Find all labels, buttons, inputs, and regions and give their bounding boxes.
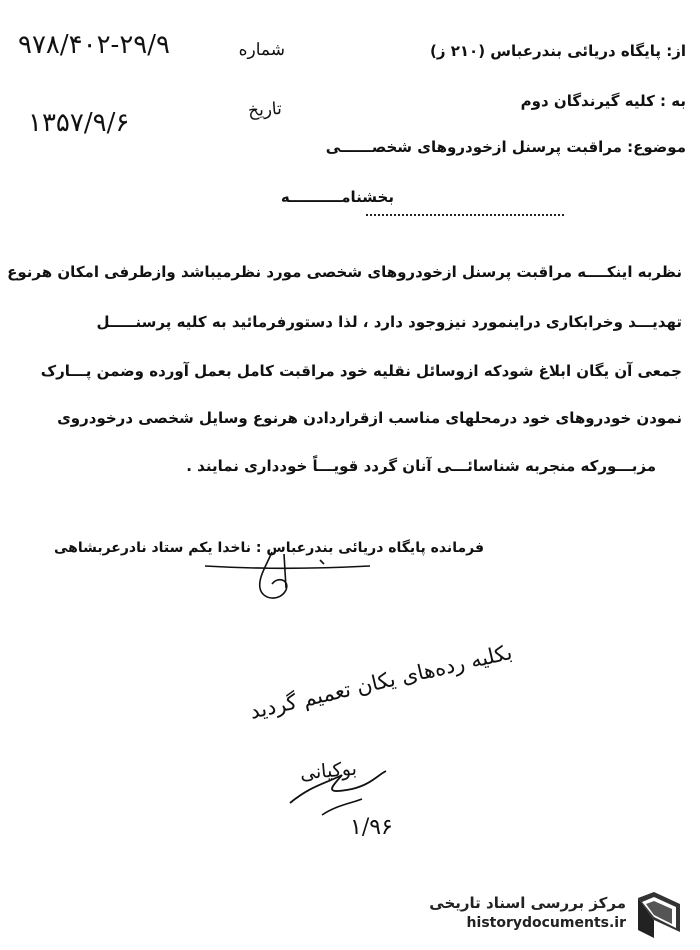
footer-watermark xyxy=(416,890,686,940)
body-line: مزبـــورکه منجربه شناسائـــی آنان گردد قویـــاً خودداری نمایند . xyxy=(186,457,656,475)
footer-org-name: مرکز بررسی اسناد تاریخی xyxy=(429,894,626,912)
footer-url: historydocuments.ir xyxy=(466,915,626,931)
handwritten-note: بکلیه رده‌های یکان تعمیم گردید xyxy=(247,639,515,724)
handwritten-scribble xyxy=(282,745,392,825)
heading-dotted-rule xyxy=(366,214,564,216)
number-label: شماره xyxy=(238,40,285,60)
recipient-line: به : کلیه گیرندگان دوم xyxy=(520,92,686,110)
body-line: تهدیـــد وخرابکاری دراینمورد نیزوجود دارد ، لذا دستورفرمائید به کلیه پرسنـــــل xyxy=(96,313,682,331)
signer-line: فرمانده پایگاه دریائی بندرعباس : ناخدا یکم ستاد نادرعربشاهی xyxy=(53,540,484,556)
handwritten-number: ۱/۹۶ xyxy=(350,815,393,840)
handwritten-name: بوکیانی xyxy=(299,757,358,785)
subject-line: موضوع: مراقبت پرسنل ازخودروهای شخصــــــی xyxy=(325,138,686,156)
body-line: نمودن خودروهای خود درمحلهای مناسب ازقراردادن هرنوع وسایل شخصی درخودروی xyxy=(57,409,682,427)
date-label: تاریخ xyxy=(247,98,283,122)
body-line: جمعی آن یگان ابلاغ شودکه ازوسائل نقلیه خود مراقبت کامل بعمل آورده وضمن پـــارک xyxy=(40,362,682,380)
from-line: از: پایگاه دریائی بندرعباس (۲۱۰ ز) xyxy=(430,42,686,60)
body-line: نظربه اینکــــه مراقبت پرسنل ازخودروهای شخصی مورد نظرمیباشد وازطرفی امکان هرنوع xyxy=(7,263,682,281)
book-logo-icon xyxy=(632,890,686,940)
circular-heading: بخشنامــــــــــه xyxy=(280,188,394,206)
date-value: ۱۳۵۷/۹/۶ xyxy=(28,108,130,138)
signature-mark xyxy=(200,548,380,608)
number-value: ۹۷۸/۴۰۲-۲۹/۹ xyxy=(18,30,170,60)
